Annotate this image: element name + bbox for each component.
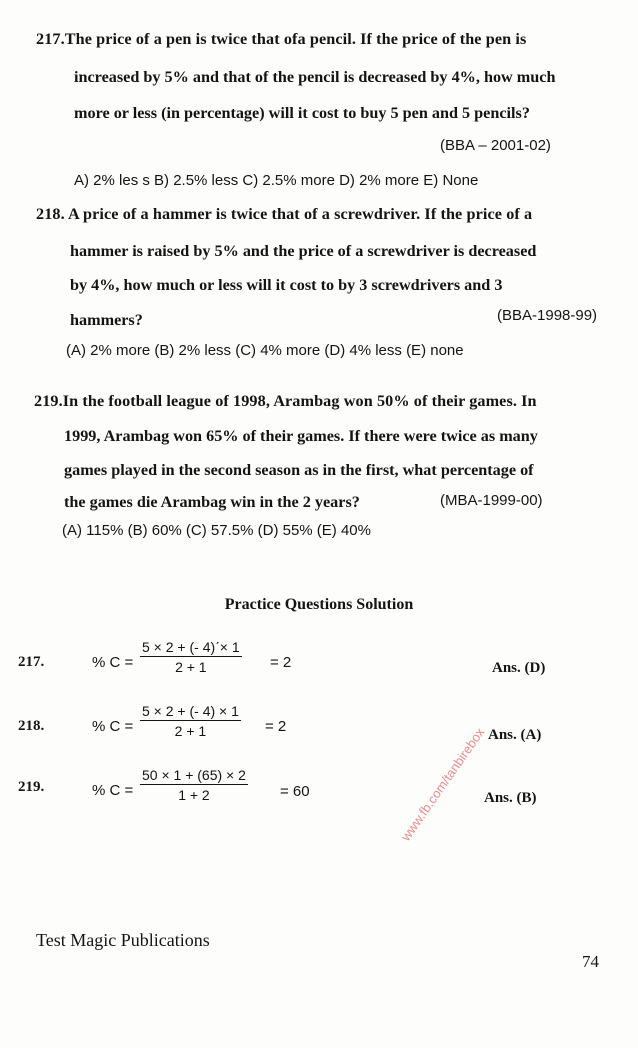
solution-218-result: = 2 <box>265 718 287 735</box>
question-219-options: (A) 115% (B) 60% (C) 57.5% (D) 55% (E) 40% <box>62 522 371 539</box>
question-218-line-2: hammer is raised by 5% and the price of a screwdriver is decreased <box>70 242 537 260</box>
question-217-line-3: more or less (in percentage) will it cost to buy 5 pen and 5 pencils? <box>74 104 530 122</box>
question-219-line-4: the games die Arambag win in the 2 years? <box>64 493 360 511</box>
solution-219-prefix: % C = <box>92 782 134 799</box>
solution-218-fraction <box>140 703 241 739</box>
watermark: www.fb.com/tanbirebox <box>398 724 488 844</box>
solution-219-numerator: 50 × 1 + (65) × 2 <box>142 767 246 783</box>
question-217-line-1: 217.The price of a pen is twice that ofa pencil. If the price of the pen is <box>36 30 527 48</box>
solution-217-prefix: % C = <box>92 654 134 671</box>
solution-219-result: = 60 <box>280 783 310 800</box>
question-218-options: (A) 2% more (B) 2% less (C) 4% more (D) 4% less (E) none <box>66 342 464 359</box>
solution-218-number: 218. <box>18 718 45 734</box>
solution-218-denominator: 2 + 1 <box>174 723 207 739</box>
question-218-line-4: hammers? <box>70 311 143 329</box>
solution-217-number: 217. <box>18 654 45 670</box>
solution-218-answer: Ans. (A) <box>488 727 542 743</box>
question-217-source: (BBA – 2001-02) <box>440 137 551 154</box>
question-218-source: (BBA-1998-99) <box>497 307 598 324</box>
page-number: 74 <box>582 952 599 971</box>
solution-219-number: 219. <box>18 779 45 795</box>
solution-217-result: = 2 <box>270 654 292 671</box>
question-219-line-1: 219.In the football league of 1998, Arambag won 50% of their games. In <box>34 392 537 410</box>
solution-219-denominator: 1 + 2 <box>178 787 210 803</box>
solution-217-numerator: 5 × 2 + (- 4)ˊ× 1 <box>142 639 240 655</box>
solution-218-prefix: % C = <box>92 718 134 735</box>
question-219-line-2: 1999, Arambag won 65% of their games. If there were twice as many <box>64 427 538 445</box>
question-219-source: (MBA-1999-00) <box>440 492 543 509</box>
solutions-title: Practice Questions Solution <box>224 596 414 613</box>
solution-219-answer: Ans. (B) <box>484 790 537 806</box>
question-218-line-1: 218. A price of a hammer is twice that of a screwdriver. If the price of a <box>36 205 533 223</box>
solution-217-denominator: 2 + 1 <box>175 659 207 675</box>
question-219-line-3: games played in the second season as in the first, what percentage of <box>64 461 534 479</box>
publisher-name: Test Magic Publications <box>36 930 210 950</box>
question-218-line-3: by 4%, how much or less will it cost to by 3 screwdrivers and 3 <box>70 276 503 294</box>
solution-218-numerator: 5 × 2 + (- 4) × 1 <box>142 703 239 719</box>
solution-217-fraction <box>140 639 242 675</box>
solution-217-answer: Ans. (D) <box>492 660 546 676</box>
solution-219-fraction <box>140 767 248 803</box>
question-217-options: A) 2% les s B) 2.5% less C) 2.5% more D) 2% more E) None <box>74 172 479 189</box>
question-217-line-2: increased by 5% and that of the pencil is decreased by 4%, how much <box>74 68 556 86</box>
